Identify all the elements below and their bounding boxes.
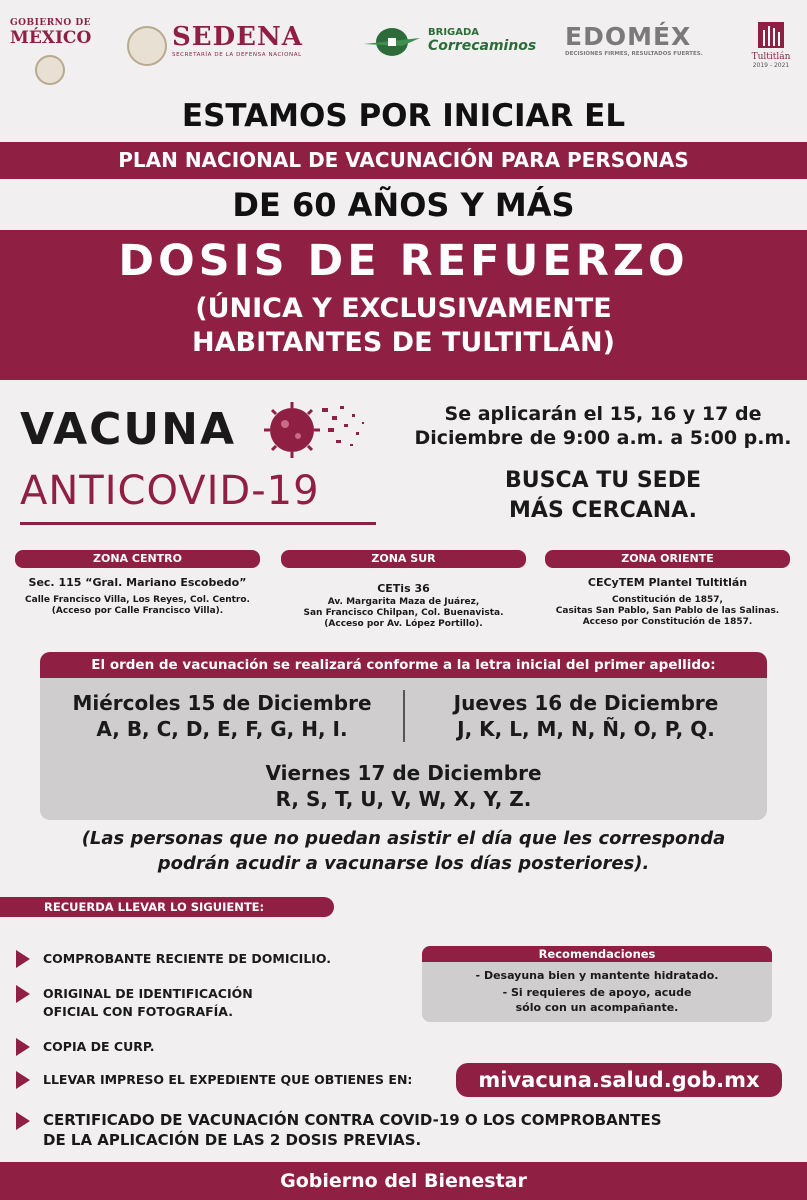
req-item2-line2: OFICIAL CON FOTOGRAFÍA.	[43, 1004, 233, 1019]
req-item3: COPIA DE CURP.	[43, 1039, 155, 1054]
day-friday-letters: R, S, T, U, V, W, X, Y, Z.	[275, 787, 532, 811]
headline-line1: ESTAMOS POR INICIAR EL	[181, 98, 626, 134]
brigada-line2: Correcaminos	[428, 38, 537, 54]
rec-item2-line1: - Si requieres de apoyo, acude	[502, 986, 692, 999]
anticovid-underline	[20, 522, 376, 525]
sedena-subtitle: SECRETARÍA DE LA DEFENSA NACIONAL	[172, 52, 302, 58]
schedule-line2: Diciembre de 9:00 a.m. a 5:00 p.m.	[414, 427, 792, 449]
eagle-seal-icon	[35, 55, 65, 85]
zona-sur-addr3: (Acceso por Av. López Portillo).	[324, 619, 483, 629]
tultitlan-emblem-icon	[756, 20, 786, 50]
order-note	[0, 826, 807, 876]
tultitlan-years: 2019 - 2021	[752, 62, 790, 69]
zona-centro-addr1: Calle Francisco Villa, Los Reyes, Col. Centro.	[25, 595, 250, 605]
sedena-title: SEDENA	[172, 22, 303, 52]
requirements-title: RECUERDA LLEVAR LO SIGUIENTE:	[0, 897, 334, 917]
busca-text	[408, 466, 798, 526]
zona-oriente-name: CECyTEM Plantel Tultitlán	[587, 576, 748, 589]
age-headline: DE 60 AÑOS Y MÁS	[232, 186, 575, 224]
zona-centro-name: Sec. 115 “Gral. Mariano Escobedo”	[28, 576, 247, 589]
req-item5	[43, 1110, 662, 1150]
zona-sur-addr2: San Francisco Chilpan, Col. Buenavista.	[303, 608, 504, 618]
day-friday	[40, 760, 767, 812]
zona-oriente-addr2: Casitas San Pablo, San Pablo de las Salinas.	[555, 606, 780, 616]
zona-centro-pill: ZONA CENTRO	[15, 550, 260, 568]
unica-line1: (ÚNICA Y EXCLUSIVAMENTE	[195, 293, 612, 324]
req-item1: COMPROBANTE RECIENTE DE DOMICILIO.	[43, 951, 332, 966]
order-panel	[40, 678, 767, 820]
dosis-title: DOSIS DE REFUERZO	[118, 236, 689, 286]
arrow-icon	[16, 1071, 30, 1089]
dosis-banner	[0, 230, 807, 380]
brigada-line1: BRIGADA	[428, 27, 480, 38]
edomex-logo	[565, 22, 703, 57]
day-wednesday-letters: A, B, C, D, E, F, G, H, I.	[96, 717, 348, 741]
unica-line2: HABITANTES DE TULTITLÁN)	[192, 327, 615, 358]
zona-sur-name: CETis 36	[377, 582, 430, 595]
day-wednesday	[40, 690, 404, 742]
day-friday-date: Viernes 17 de Diciembre	[265, 761, 542, 785]
req-item2	[43, 985, 253, 1021]
req-item2-line1: ORIGINAL DE IDENTIFICACIÓN	[43, 986, 253, 1001]
sedena-logo	[172, 22, 303, 58]
edomex-subtitle: DECISIONES FIRMES, RESULTADOS FUERTES.	[565, 51, 703, 57]
day-thursday-letters: J, K, L, M, N, Ñ, O, P, Q.	[457, 717, 715, 741]
order-note-line2: podrán acudir a vacunarse los días posteriores).	[157, 853, 650, 874]
rec-item2-line2: sólo con un acompañante.	[515, 1001, 679, 1014]
req-item5-line1: CERTIFICADO DE VACUNACIÓN CONTRA COVID-19 O LOS COMPROBANTES	[43, 1111, 662, 1129]
edomex-title: EDOMÉX	[565, 22, 692, 51]
brigada-wing-icon	[362, 24, 422, 60]
tultitlan-logo	[744, 52, 798, 69]
req-item4: LLEVAR IMPRESO EL EXPEDIENTE QUE OBTIENES EN:	[43, 1072, 413, 1087]
zona-oriente-details	[535, 576, 800, 628]
zona-oriente-pill: ZONA ORIENTE	[545, 550, 790, 568]
zona-centro-details	[5, 576, 270, 617]
rec-item1: - Desayuna bien y mantente hidratado.	[475, 969, 719, 982]
order-note-line1: (Las personas que no puedan asistir el día que les corresponda	[81, 828, 726, 849]
gob-line1: GOBIERNO DE	[10, 18, 92, 28]
arrow-icon	[16, 950, 30, 968]
virus-icon	[258, 394, 370, 464]
order-title-bar: El orden de vacunación se realizará conforme a la letra inicial del primer apellido:	[40, 652, 767, 678]
day-thursday	[404, 690, 768, 742]
zona-sur-addr1: Av. Margarita Maza de Juárez,	[327, 597, 480, 607]
vacuna-title: VACUNA	[20, 404, 237, 455]
busca-line2: MÁS CERCANA.	[509, 498, 697, 523]
arrow-icon	[16, 1038, 30, 1056]
recommendations-title: Recomendaciones	[422, 946, 772, 962]
day-thursday-date: Jueves 16 de Diciembre	[453, 691, 719, 715]
footer-banner: Gobierno del Bienestar	[0, 1162, 807, 1200]
arrow-icon	[16, 1112, 30, 1130]
schedule-line1: Se aplicarán el 15, 16 y 17 de	[444, 403, 762, 425]
sedena-seal-icon	[127, 26, 167, 66]
zona-centro-addr2: (Acceso por Calle Francisco Villa).	[51, 606, 224, 616]
zona-sur-pill: ZONA SUR	[281, 550, 526, 568]
mivacuna-url-link[interactable]: mivacuna.salud.gob.mx	[456, 1063, 782, 1097]
arrow-icon	[16, 985, 30, 1003]
brigada-logo	[428, 27, 536, 54]
schedule-text	[408, 402, 798, 450]
gob-line2: MÉXICO	[10, 28, 92, 48]
gobierno-mexico-logo	[10, 18, 92, 48]
zona-oriente-addr1: Constitución de 1857,	[612, 595, 723, 605]
zona-oriente-addr3: Acceso por Constitución de 1857.	[582, 617, 753, 627]
anticovid-title: ANTICOVID-19	[20, 468, 320, 514]
tultitlan-name: Tultitlán	[751, 52, 791, 62]
recommendations-box	[422, 946, 772, 1022]
zona-sur-details	[271, 582, 536, 630]
day-wednesday-date: Miércoles 15 de Diciembre	[72, 691, 372, 715]
plan-banner: PLAN NACIONAL DE VACUNACIÓN PARA PERSONAS	[0, 142, 807, 179]
req-item5-line2: DE LA APLICACIÓN DE LAS 2 DOSIS PREVIAS.	[43, 1131, 422, 1149]
busca-line1: BUSCA TU SEDE	[504, 468, 701, 493]
